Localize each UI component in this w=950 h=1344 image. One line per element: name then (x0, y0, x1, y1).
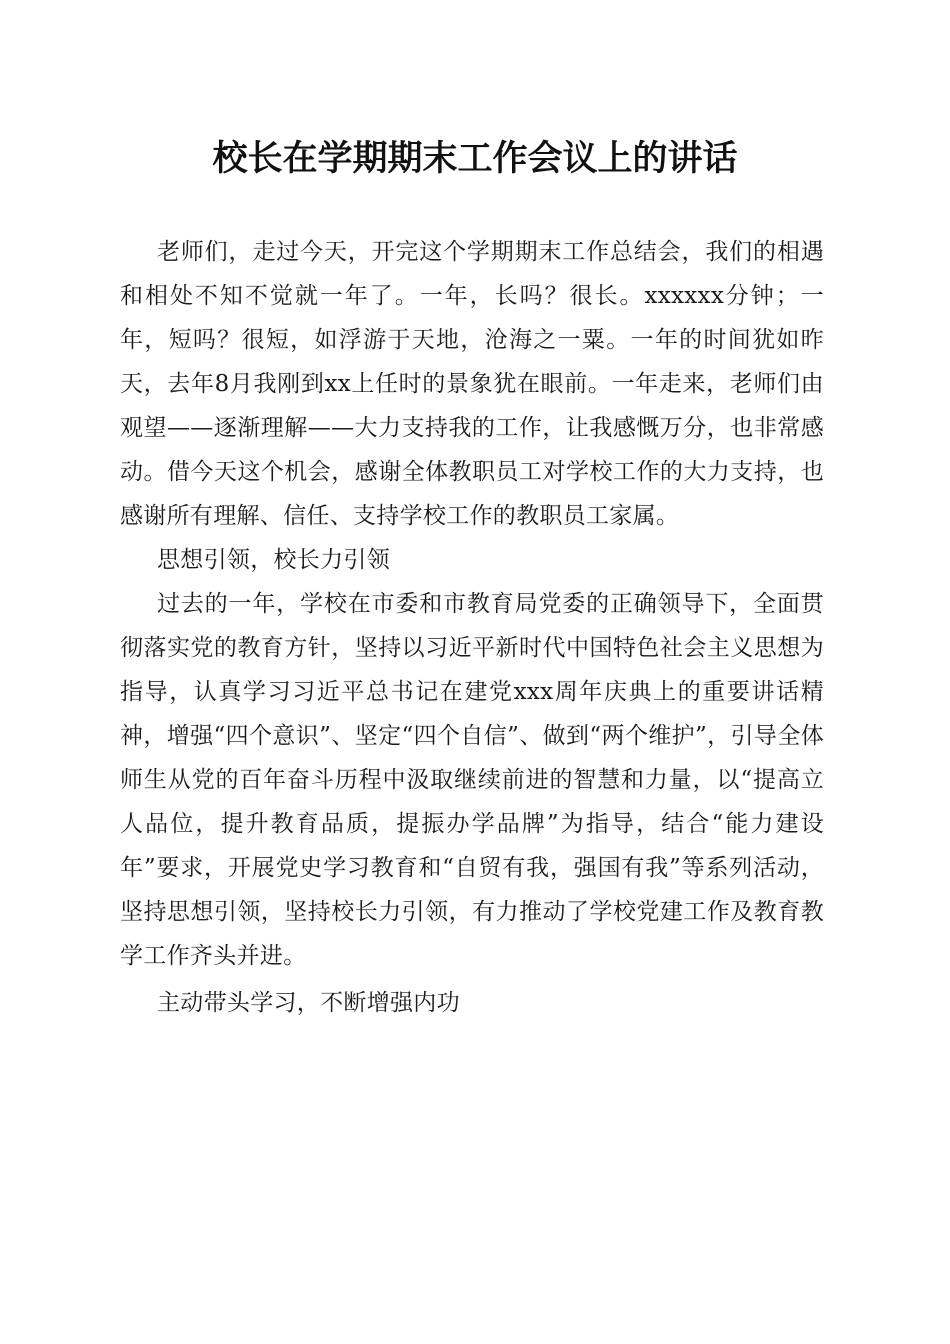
section-heading-thought-leadership: 思想引领，校长力引领 (157, 547, 390, 573)
paragraph-review: 过去的一年，学校在市委和市教育局党委的正确领导下，全面贯彻落实党的教育方针，坚持以习近平新时代中国特色社会主义思想为指导，认真学习习近平总书记在建党xxx周年庆典上的重要讲话精神，增强“四个意识”、坚定“四个自信”、做到“两个维护”，引导全体师生从党的百年奋斗历程中汲取继续前进的智慧和力量，以“提高立人品位，提升教育品质，提振办学品牌”为指导，结合“能力建设年”要求，开展党史学习教育和“自贸有我，强国有我”等系列活动，坚持思想引领，坚持校长力引领，有力推动了学校党建工作及教育教学工作齐头并进。 (120, 591, 824, 969)
document-body (120, 230, 824, 1025)
paragraph-opening: 老师们，走过今天，开完这个学期期末工作总结会，我们的相遇和相处不知不觉就一年了。一年，长吗？很长。xxxxxx分钟；一年，短吗？很短，如浮游于天地，沧海之一粟。一年的时间犹如昨天，去年8月我刚到xx上任时的景象犹在眼前。一年走来，老师们由观望——逐渐理解——大力支持我的工作，让我感慨万分，也非常感动。借今天这个机会，感谢全体教职员工对学校工作的大力支持，也感谢所有理解、信任、支持学校工作的教职员工家属。 (120, 239, 824, 529)
section-heading-active-learning: 主动带头学习，不断增强内功 (157, 990, 460, 1016)
document-title: 校长在学期期末工作会议上的讲话 (212, 138, 738, 179)
